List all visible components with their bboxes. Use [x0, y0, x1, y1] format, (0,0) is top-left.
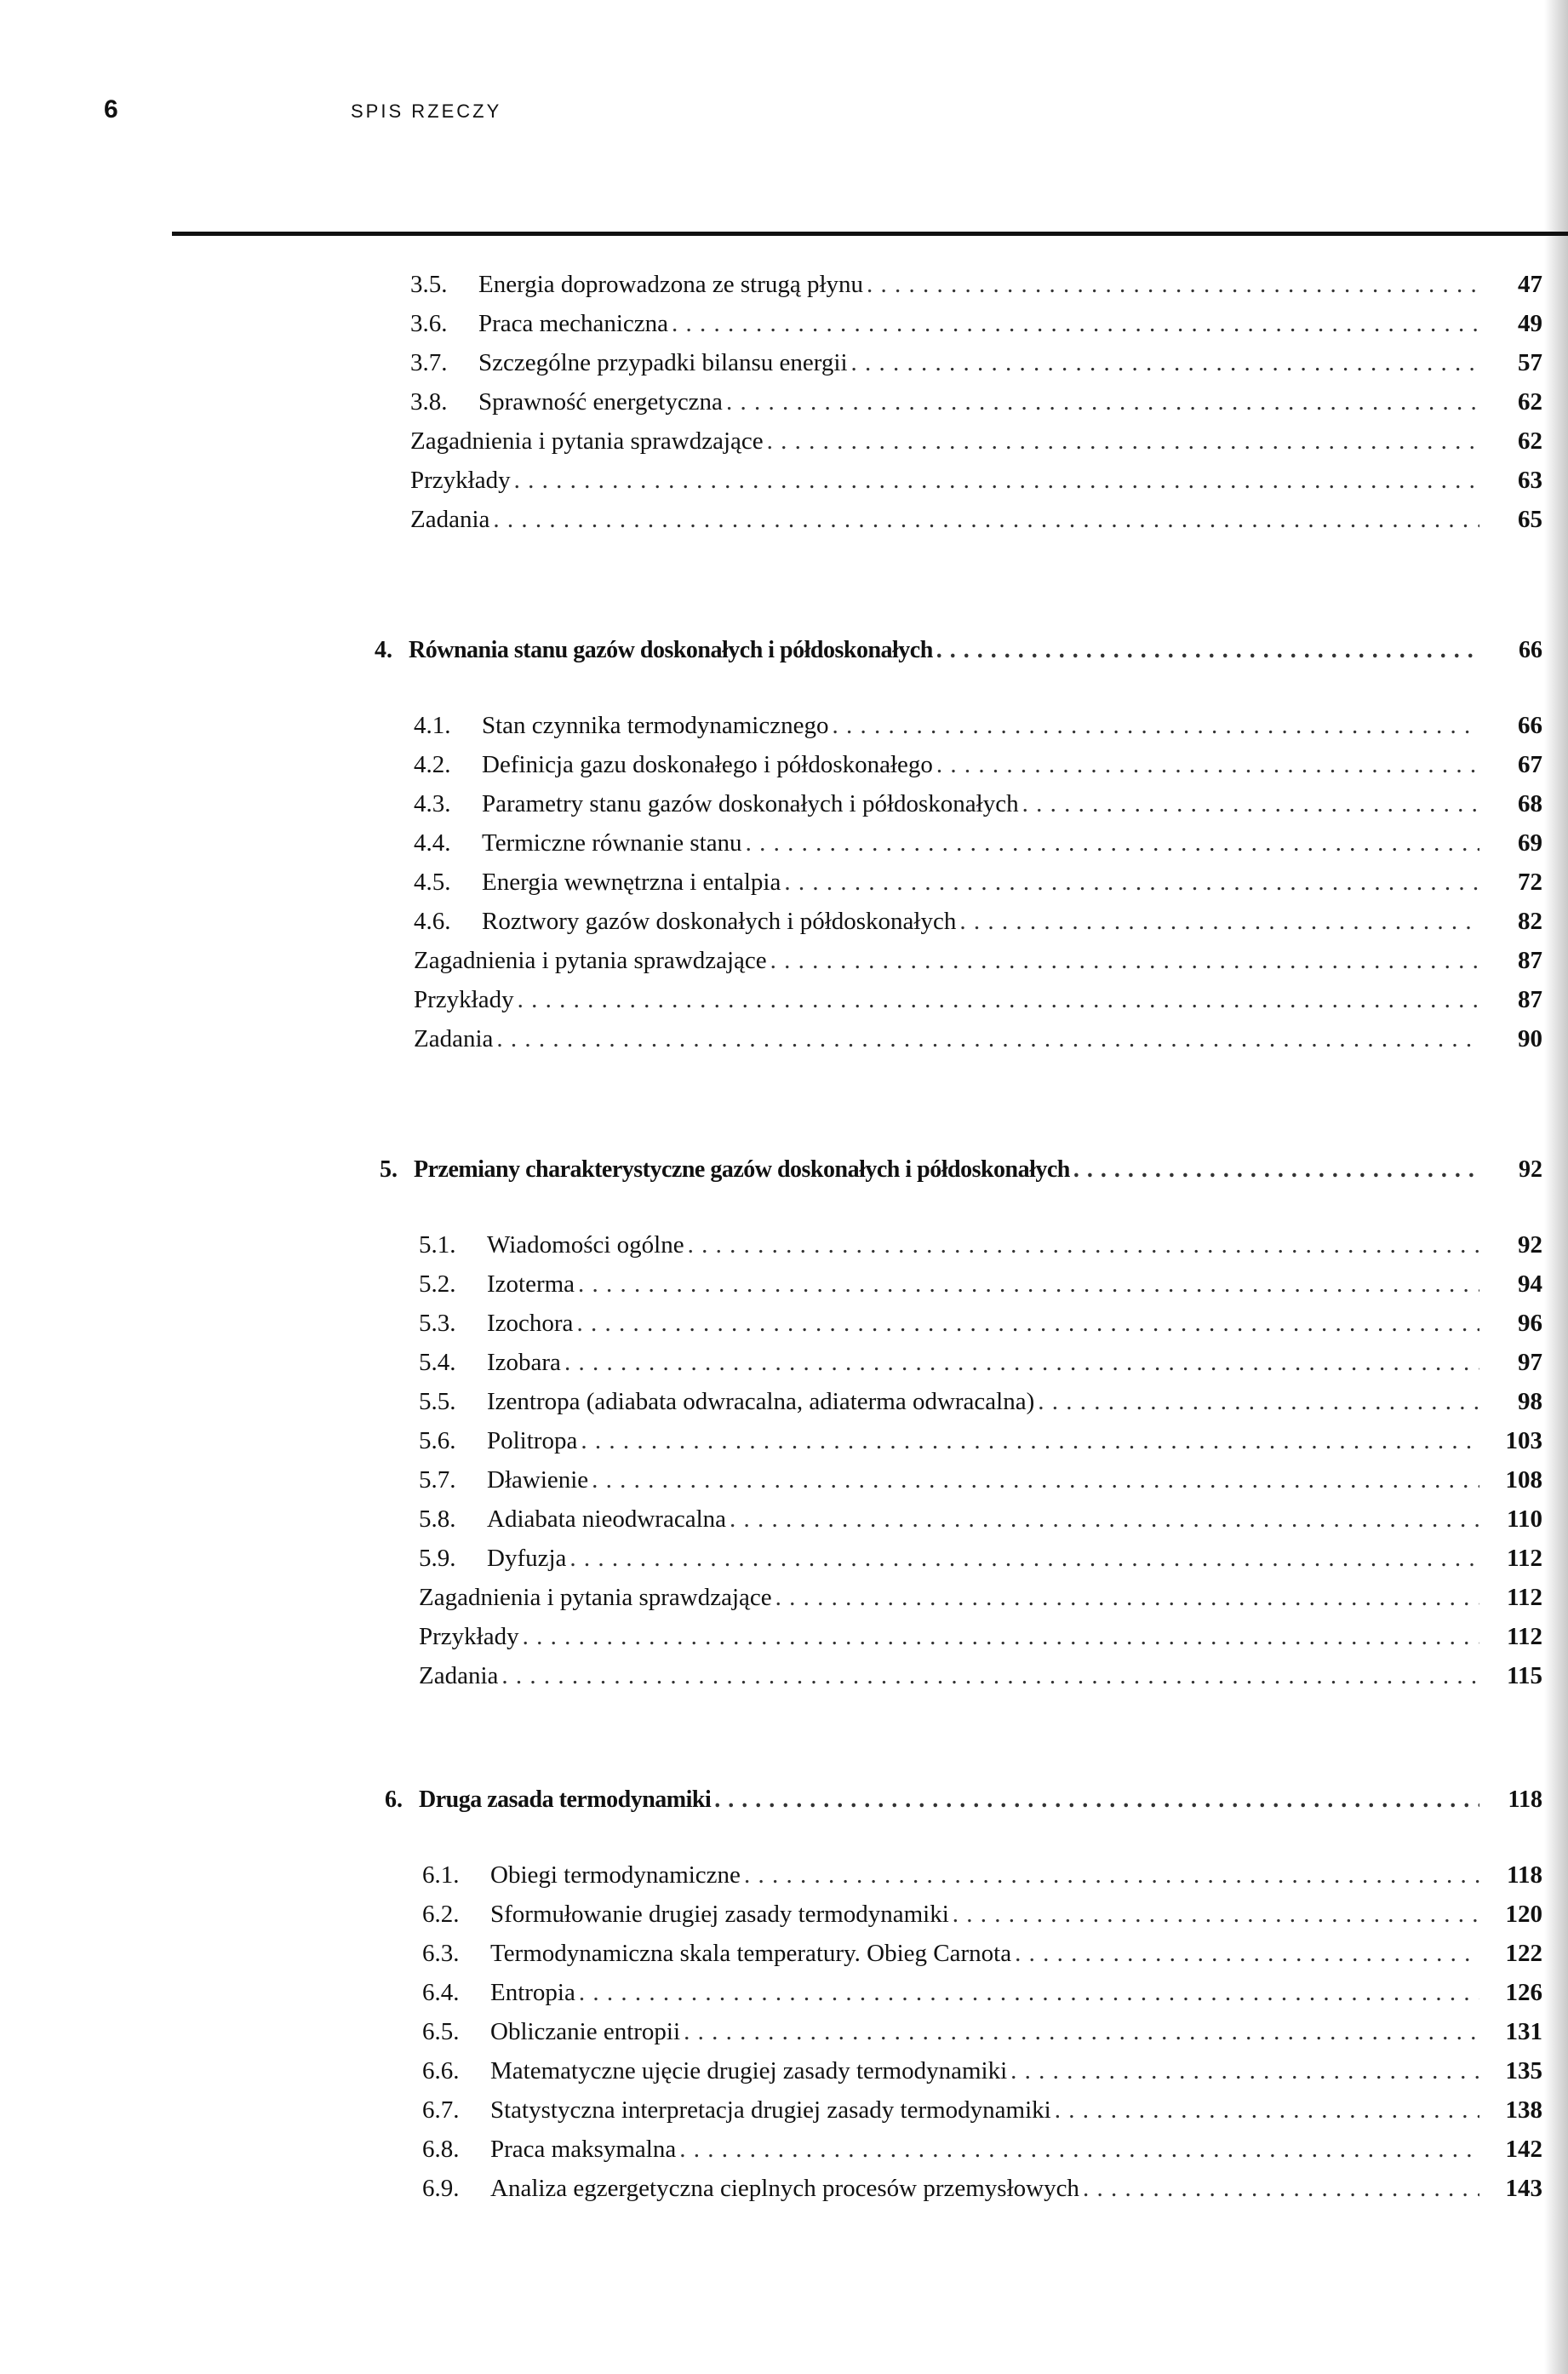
chapter-heading	[385, 1781, 1542, 1819]
entry-number: 6.8.	[422, 2136, 460, 2163]
dot-leader	[684, 2013, 1479, 2050]
toc-entry	[419, 1657, 1542, 1694]
chapter-heading	[375, 632, 1542, 669]
entry-number: 4.1.	[414, 712, 451, 739]
entry-number: 5.8.	[419, 1505, 456, 1533]
toc-entry	[419, 1500, 1542, 1538]
toc-entry	[410, 266, 1542, 303]
entry-number: 6.	[385, 1786, 403, 1813]
entry-title: Adiabata nieodwracalna	[487, 1505, 726, 1533]
entry-title: Politropa	[487, 1427, 578, 1454]
entry-page-number: 62	[1518, 427, 1542, 455]
toc-entry	[410, 462, 1542, 499]
entry-title: Sformułowanie drugiej zasady termodynamiki	[490, 1901, 949, 1928]
dot-leader	[936, 746, 1479, 783]
entry-title: Zagadnienia i pytania sprawdzające	[410, 427, 764, 455]
entry-number: 4.	[375, 637, 392, 663]
toc-entry	[410, 305, 1542, 342]
dot-leader	[767, 422, 1479, 460]
entry-title: Izobara	[487, 1349, 561, 1376]
chapter-heading	[380, 1151, 1542, 1189]
dot-leader	[1010, 2052, 1479, 2090]
dot-leader	[744, 1856, 1479, 1894]
entry-number: 3.5.	[410, 271, 448, 298]
entry-page-number: 90	[1518, 1025, 1542, 1052]
entry-page-number: 138	[1505, 2096, 1542, 2124]
entry-title: Termodynamiczna skala temperatury. Obieg Carnota	[490, 1940, 1012, 1967]
entry-number: 4.3.	[414, 790, 451, 817]
entry-page-number: 68	[1518, 790, 1542, 817]
entry-page-number: 67	[1518, 751, 1542, 778]
entry-page-number: 115	[1507, 1662, 1542, 1689]
entry-title: Matematyczne ujęcie drugiej zasady termodynamiki	[490, 2057, 1008, 2084]
entry-title: Przemiany charakterystyczne gazów doskonałych i półdoskonałych	[414, 1156, 1070, 1183]
dot-leader	[770, 942, 1479, 979]
dot-leader	[679, 2130, 1479, 2168]
entry-page-number: 62	[1518, 388, 1542, 416]
toc-entry	[419, 1540, 1542, 1577]
entry-page-number: 112	[1507, 1545, 1542, 1572]
dot-leader	[1083, 2170, 1479, 2207]
entry-title: Praca mechaniczna	[478, 310, 668, 337]
toc-entry	[419, 1422, 1542, 1459]
entry-title: Zadania	[410, 506, 490, 533]
entry-page-number: 66	[1518, 712, 1542, 739]
entry-title: Obliczanie entropii	[490, 2018, 681, 2045]
entry-number: 5.	[380, 1156, 398, 1183]
dot-leader	[514, 462, 1479, 499]
toc-entry	[414, 863, 1542, 901]
entry-page-number: 92	[1519, 1156, 1542, 1183]
dot-leader	[775, 1579, 1479, 1616]
toc-entry	[422, 2130, 1542, 2168]
entry-title: Izentropa (adiabata odwracalna, adiaterma odwracalna)	[487, 1388, 1035, 1415]
entry-number: 5.7.	[419, 1466, 456, 1494]
toc-entry	[422, 1895, 1542, 1933]
entry-title: Roztwory gazów doskonałych i półdoskonałych	[482, 908, 957, 935]
entry-page-number: 65	[1518, 506, 1542, 533]
entry-number: 5.3.	[419, 1310, 456, 1337]
toc-entry	[422, 1935, 1542, 1972]
entry-number: 6.4.	[422, 1979, 460, 2006]
entry-title: Praca maksymalna	[490, 2136, 677, 2163]
entry-page-number: 72	[1518, 869, 1542, 896]
entry-page-number: 118	[1507, 1861, 1542, 1889]
toc-entry	[414, 1020, 1542, 1058]
dot-leader	[576, 1305, 1479, 1342]
entry-page-number: 112	[1507, 1623, 1542, 1650]
toc-entry	[419, 1226, 1542, 1264]
entry-title: Druga zasada termodynamiki	[419, 1786, 712, 1813]
entry-title: Sprawność energetyczna	[478, 388, 723, 416]
dot-leader	[672, 305, 1479, 342]
dot-leader	[726, 383, 1479, 421]
dot-leader	[953, 1895, 1479, 1933]
toc-entry	[410, 344, 1542, 381]
entry-title: Izoterma	[487, 1270, 575, 1298]
entry-page-number: 63	[1518, 467, 1542, 494]
entry-title: Analiza egzergetyczna cieplnych procesów przemysłowych	[490, 2175, 1079, 2202]
entry-page-number: 57	[1518, 349, 1542, 376]
entry-number: 3.7.	[410, 349, 448, 376]
entry-page-number: 108	[1505, 1466, 1542, 1494]
entry-page-number: 131	[1505, 2018, 1542, 2045]
entry-title: Definicja gazu doskonałego i półdoskonałego	[482, 751, 933, 778]
entry-page-number: 112	[1507, 1584, 1542, 1611]
dot-leader	[730, 1500, 1479, 1538]
dot-leader	[959, 903, 1479, 940]
entry-page-number: 94	[1518, 1270, 1542, 1298]
dot-leader	[1022, 785, 1479, 823]
toc-entry	[419, 1461, 1542, 1499]
toc-entry	[414, 707, 1542, 744]
entry-number: 6.5.	[422, 2018, 460, 2045]
entry-page-number: 118	[1508, 1786, 1542, 1813]
entry-page-number: 87	[1518, 986, 1542, 1013]
toc-entry	[414, 824, 1542, 862]
toc-entry	[410, 383, 1542, 421]
entry-title: Termiczne równanie stanu	[482, 829, 742, 857]
entry-title: Przykłady	[419, 1623, 519, 1650]
entry-number: 4.4.	[414, 829, 451, 857]
toc-entry	[422, 2052, 1542, 2090]
toc-entry	[422, 2170, 1542, 2207]
dot-leader	[501, 1657, 1479, 1694]
entry-number: 5.6.	[419, 1427, 456, 1454]
entry-number: 6.3.	[422, 1940, 460, 1967]
entry-title: Obiegi termodynamiczne	[490, 1861, 741, 1889]
entry-page-number: 82	[1518, 908, 1542, 935]
running-title: SPIS RZECZY	[351, 100, 502, 122]
entry-number: 6.6.	[422, 2057, 460, 2084]
toc-entry	[422, 2013, 1542, 2050]
entry-number: 6.2.	[422, 1901, 460, 1928]
entry-number: 6.7.	[422, 2096, 460, 2124]
dot-leader	[578, 1265, 1479, 1303]
entry-page-number: 126	[1505, 1979, 1542, 2006]
toc-entry	[419, 1579, 1542, 1616]
entry-number: 5.1.	[419, 1231, 456, 1259]
page-number: 6	[104, 95, 118, 123]
toc-entry	[414, 785, 1542, 823]
entry-title: Dyfuzja	[487, 1545, 567, 1572]
toc-entry	[419, 1305, 1542, 1342]
entry-page-number: 143	[1505, 2175, 1542, 2202]
page-edge-shadow	[1544, 0, 1568, 2374]
entry-number: 3.6.	[410, 310, 448, 337]
entry-title: Przykłady	[410, 467, 511, 494]
dot-leader	[579, 1974, 1479, 2011]
entry-number: 4.5.	[414, 869, 451, 896]
dot-leader	[1015, 1935, 1479, 1972]
entry-number: 4.2.	[414, 751, 451, 778]
entry-title: Wiadomości ogólne	[487, 1231, 684, 1259]
entry-page-number: 66	[1519, 637, 1542, 663]
dot-leader	[784, 863, 1479, 901]
entry-title: Zadania	[414, 1025, 494, 1052]
dot-leader	[581, 1422, 1479, 1459]
entry-page-number: 120	[1505, 1901, 1542, 1928]
toc-entry	[414, 903, 1542, 940]
entry-page-number: 122	[1505, 1940, 1542, 1967]
toc-entry	[414, 942, 1542, 979]
entry-page-number: 103	[1505, 1427, 1542, 1454]
page-header	[104, 95, 1517, 146]
toc-entry	[419, 1383, 1542, 1420]
toc-entry	[422, 1856, 1542, 1894]
toc-entry	[414, 746, 1542, 783]
dot-leader	[523, 1618, 1479, 1655]
dot-leader	[936, 632, 1479, 669]
entry-page-number: 87	[1518, 947, 1542, 974]
entry-page-number: 49	[1518, 310, 1542, 337]
entry-page-number: 98	[1518, 1388, 1542, 1415]
dot-leader	[569, 1540, 1479, 1577]
entry-title: Przykłady	[414, 986, 514, 1013]
entry-title: Równania stanu gazów doskonałych i półdoskonałych	[409, 637, 933, 663]
entry-number: 5.5.	[419, 1388, 456, 1415]
dot-leader	[714, 1781, 1479, 1819]
entry-title: Energia doprowadzona ze strugą płynu	[478, 271, 864, 298]
dot-leader	[851, 344, 1479, 381]
entry-title: Stan czynnika termodynamicznego	[482, 712, 829, 739]
dot-leader	[1073, 1151, 1479, 1189]
entry-title: Entropia	[490, 1979, 575, 2006]
dot-leader	[1055, 2091, 1479, 2129]
entry-page-number: 135	[1505, 2057, 1542, 2084]
entry-page-number: 47	[1518, 271, 1542, 298]
entry-title: Parametry stanu gazów doskonałych i półdoskonałych	[482, 790, 1019, 817]
entry-number: 6.9.	[422, 2175, 460, 2202]
entry-title: Zagadnienia i pytania sprawdzające	[419, 1584, 772, 1611]
entry-number: 3.8.	[410, 388, 448, 416]
dot-leader	[688, 1226, 1479, 1264]
toc-entry	[419, 1344, 1542, 1381]
toc-entry	[414, 981, 1542, 1018]
entry-number: 5.4.	[419, 1349, 456, 1376]
dot-leader	[832, 707, 1479, 744]
dot-leader	[496, 1020, 1479, 1058]
entry-title: Zadania	[419, 1662, 499, 1689]
entry-number: 6.1.	[422, 1861, 460, 1889]
toc-entry	[419, 1618, 1542, 1655]
entry-title: Energia wewnętrzna i entalpia	[482, 869, 781, 896]
entry-title: Szczególne przypadki bilansu energii	[478, 349, 848, 376]
entry-page-number: 96	[1518, 1310, 1542, 1337]
entry-title: Zagadnienia i pytania sprawdzające	[414, 947, 767, 974]
entry-title: Statystyczna interpretacja drugiej zasady termodynamiki	[490, 2096, 1051, 2124]
dot-leader	[746, 824, 1479, 862]
dot-leader	[867, 266, 1479, 303]
entry-title: Dławienie	[487, 1466, 589, 1494]
entry-page-number: 110	[1507, 1505, 1542, 1533]
dot-leader	[592, 1461, 1479, 1499]
entry-page-number: 142	[1505, 2136, 1542, 2163]
entry-number: 4.6.	[414, 908, 451, 935]
header-rule	[172, 232, 1568, 236]
entry-page-number: 97	[1518, 1349, 1542, 1376]
toc-entry	[410, 422, 1542, 460]
entry-page-number: 92	[1518, 1231, 1542, 1259]
dot-leader	[564, 1344, 1479, 1381]
dot-leader	[493, 501, 1479, 538]
entry-number: 5.2.	[419, 1270, 456, 1298]
entry-number: 5.9.	[419, 1545, 456, 1572]
toc-entry	[410, 501, 1542, 538]
toc-entry	[422, 1974, 1542, 2011]
toc-entry	[422, 2091, 1542, 2129]
dot-leader	[518, 981, 1479, 1018]
entry-page-number: 69	[1518, 829, 1542, 857]
toc-entry	[419, 1265, 1542, 1303]
entry-title: Izochora	[487, 1310, 574, 1337]
dot-leader	[1038, 1383, 1479, 1420]
